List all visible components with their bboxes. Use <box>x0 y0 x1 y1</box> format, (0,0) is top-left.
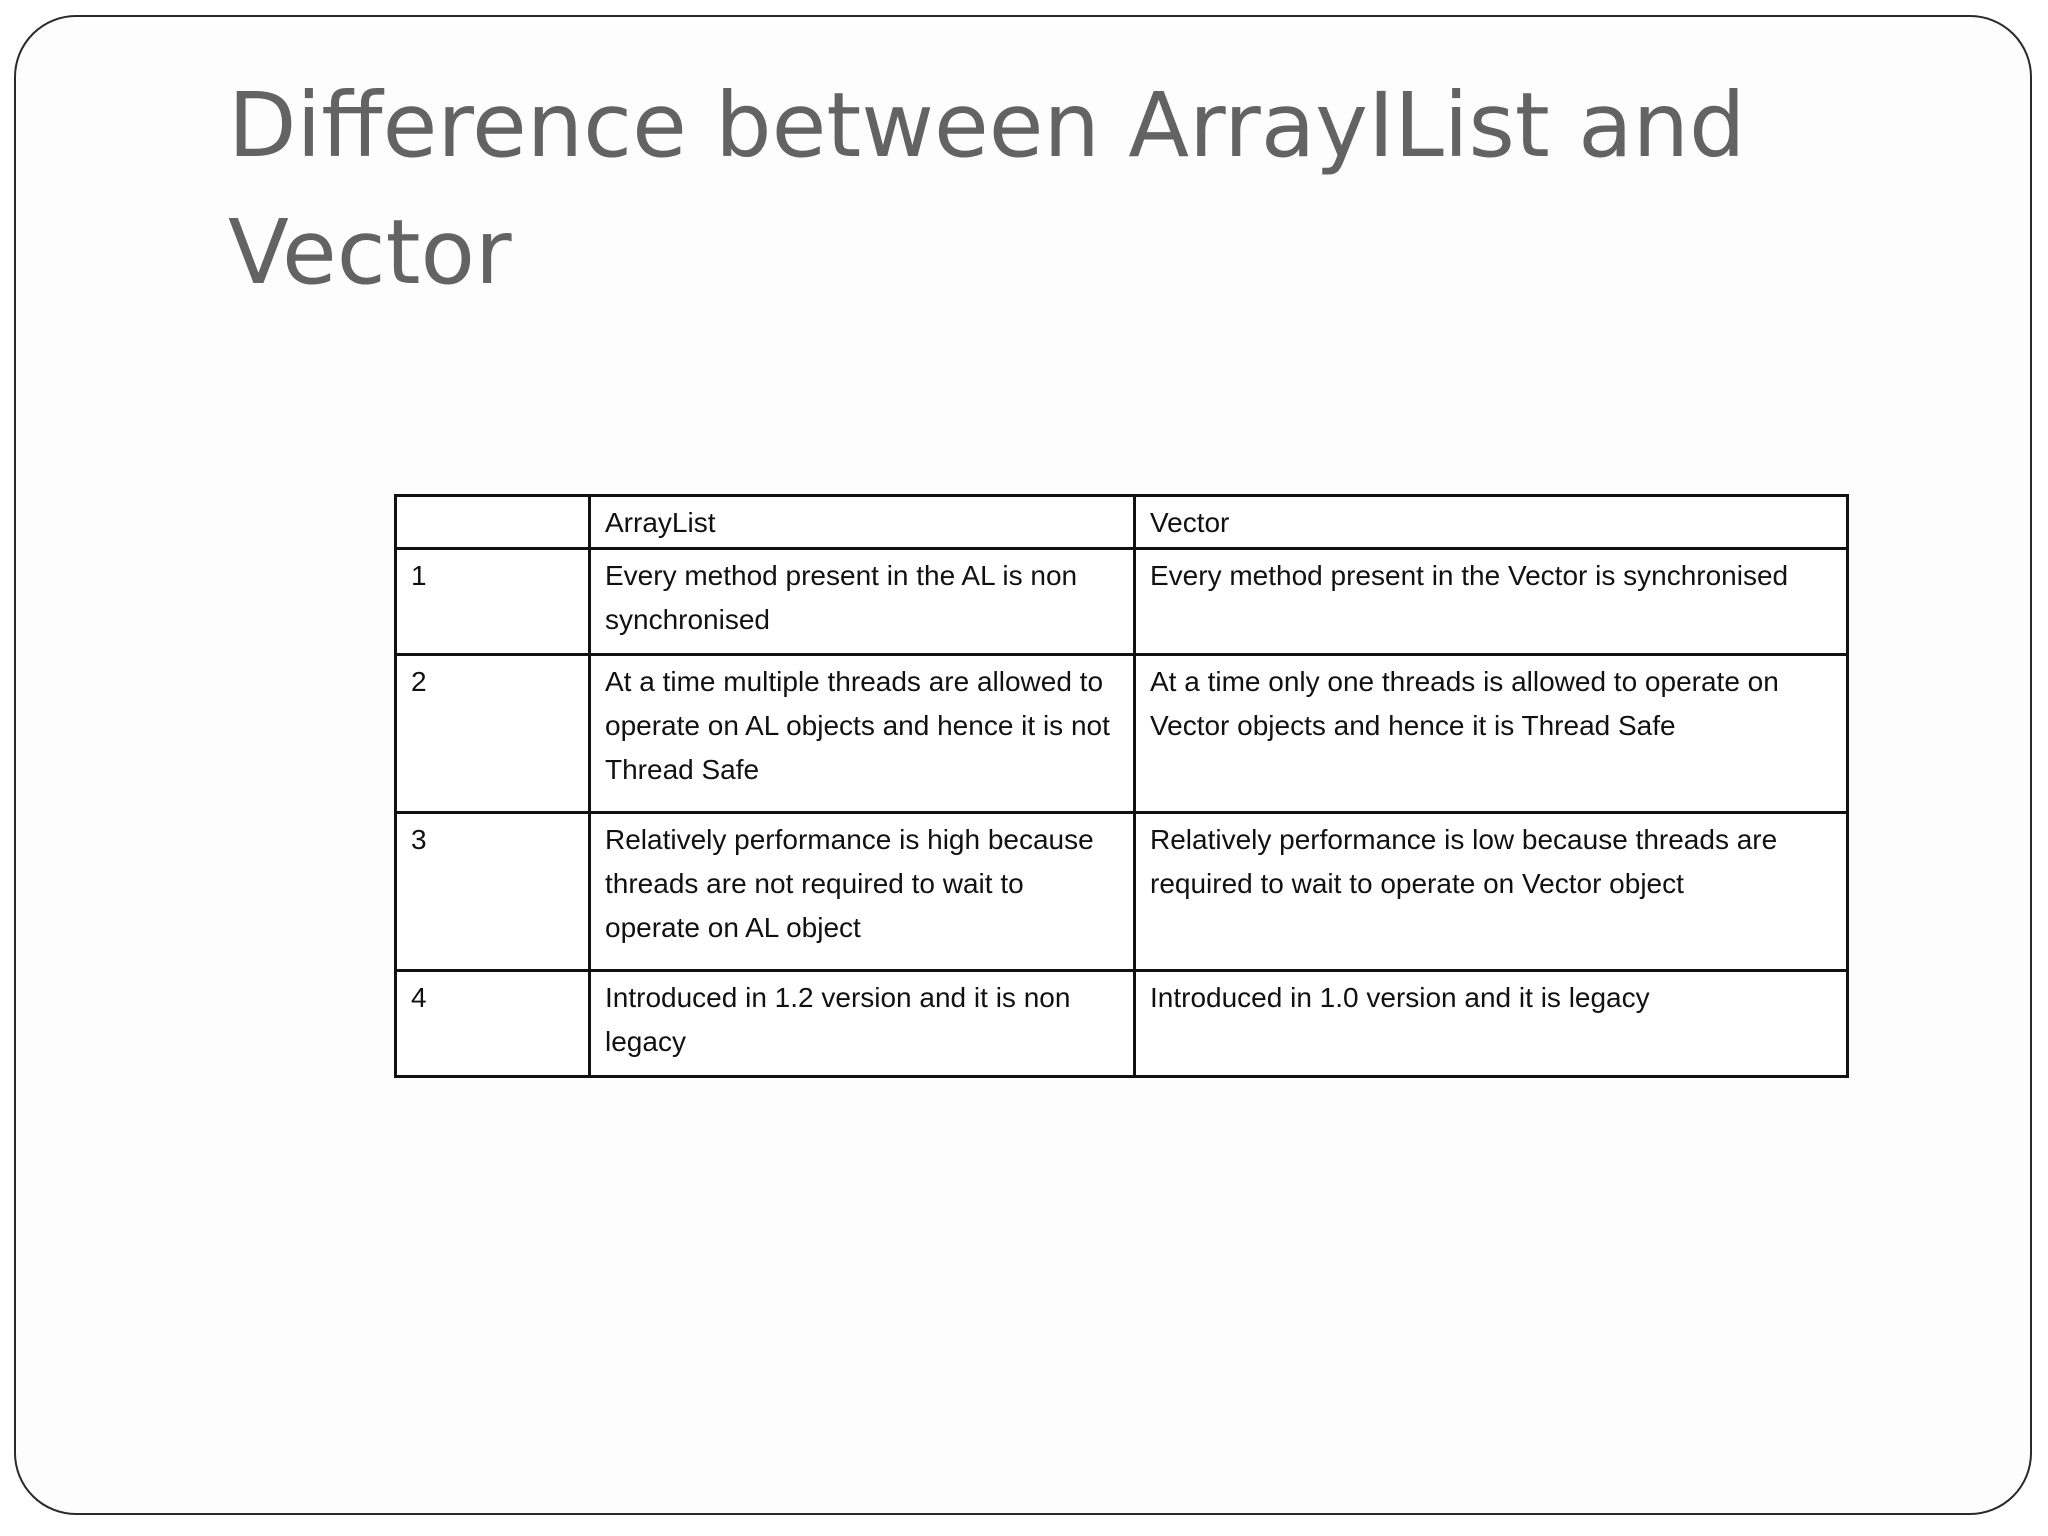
arraylist-cell: Every method present in the AL is non synchronised <box>590 549 1135 655</box>
vector-cell: Relatively performance is low because threads are required to wait to operate on Vector object <box>1135 813 1848 971</box>
arraylist-cell: Relatively performance is high because threads are not required to wait to operate on AL object <box>590 813 1135 971</box>
header-cell-blank <box>396 496 590 549</box>
row-number-cell: 4 <box>396 971 590 1077</box>
table-header-row <box>396 496 1848 549</box>
arraylist-cell: Introduced in 1.2 version and it is non legacy <box>590 971 1135 1077</box>
vector-cell: Introduced in 1.0 version and it is legacy <box>1135 971 1848 1077</box>
header-cell-vector: Vector <box>1135 496 1848 549</box>
slide-title: Difference between ArrayIList and Vector <box>228 73 1746 304</box>
table-row <box>396 549 1848 655</box>
header-cell-arraylist: ArrayList <box>590 496 1135 549</box>
vector-cell: Every method present in the Vector is synchronised <box>1135 549 1848 655</box>
table-row <box>396 813 1848 971</box>
comparison-table <box>394 494 1849 1078</box>
table-row <box>396 971 1848 1077</box>
vector-cell: At a time only one threads is allowed to operate on Vector objects and hence it is Thread Safe <box>1135 655 1848 813</box>
arraylist-cell: At a time multiple threads are allowed to operate on AL objects and hence it is not Thread Safe <box>590 655 1135 813</box>
row-number-cell: 1 <box>396 549 590 655</box>
row-number-cell: 2 <box>396 655 590 813</box>
row-number-cell: 3 <box>396 813 590 971</box>
table-row <box>396 655 1848 813</box>
